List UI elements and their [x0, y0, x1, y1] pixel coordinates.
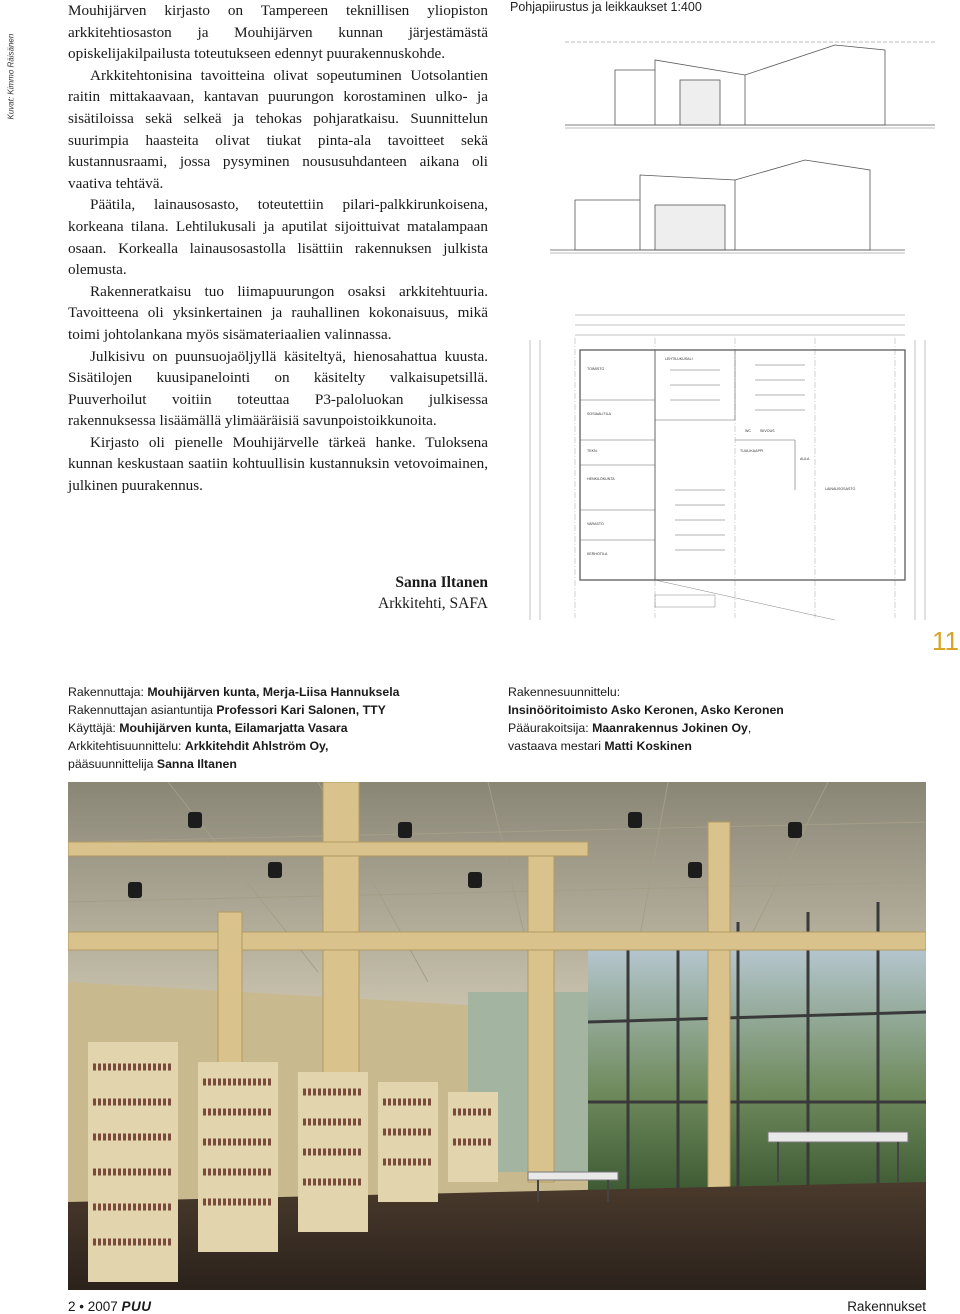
- room-label: HENKILÖKUNTA: [587, 477, 615, 481]
- credits-right: [508, 683, 928, 755]
- drawing-caption: Pohjapiirustus ja leikkaukset 1:400: [510, 0, 702, 14]
- room-label: TUULIKAAPPI: [740, 449, 764, 453]
- credits-left: [68, 683, 488, 773]
- paragraph: Julkisivu on puunsuojaöljyllä käsiteltyä, hienosahattua kuusta. Sisätilojen kuusipanelointi on käsitelty valkaisupetsillä. Puuverhoilut voitiin toteuttaa P3-paloluokan julkisessa rakennuksessa lisäämällä ylimääräisiä savunpoistoikkunoita.: [68, 347, 488, 430]
- paragraph: Kirjasto oli pienelle Mouhijärvelle tärkeä hanke. Tuloksena kunnan keskustaan saatiin kohtuullisin kustannuksin vetovoimainen, julkinen puurakennus.: [68, 433, 488, 495]
- room-label: WC: [745, 429, 751, 433]
- credit-line: Pääurakoitsija: Maanrakennus Jokinen Oy,: [508, 721, 752, 735]
- credit-line: Arkkitehtisuunnittelu: Arkkitehdit Ahlström Oy,: [68, 739, 329, 753]
- credit-line: Insinööritoimisto Asko Keronen, Asko Keronen: [508, 703, 784, 717]
- room-label: AULA: [800, 457, 810, 461]
- paragraph: Mouhijärven kirjasto on Tampereen teknillisen yliopiston arkkitehtiosaston ja Mouhijärven kunnan järjestämästä opiskelijakilpailusta toteutukseen edennyt puurakennuskohde.: [68, 2, 488, 63]
- room-label: LEHTILUKUSALI: [665, 357, 693, 361]
- room-label: LAINAUSOSASTO: [825, 487, 856, 491]
- credit-line: Rakennesuunnittelu:: [508, 685, 621, 699]
- author-title: Arkkitehti, SAFA: [378, 595, 488, 612]
- credit-line: pääsuunnittelija Sanna Iltanen: [68, 757, 237, 771]
- room-label: KERHOTILA: [587, 552, 608, 556]
- photo-credit: Kuvat: Kimmo Räisänen: [6, 33, 16, 120]
- credit-line: Rakennuttajan asiantuntija Professori Kari Salonen, TTY: [68, 703, 386, 717]
- footer-issue: 2 • 2007 PUU: [68, 1299, 152, 1314]
- credit-line: vastaava mestari Matti Koskinen: [508, 739, 692, 753]
- room-label: TOIMISTO: [587, 367, 605, 371]
- architectural-drawing: [505, 20, 937, 638]
- room-label: VARASTO: [587, 522, 604, 526]
- page-number: 11: [932, 626, 959, 656]
- footer-section: Rakennukset: [847, 1299, 926, 1314]
- credit-line: Rakennuttaja: Mouhijärven kunta, Merja-Liisa Hannuksela: [68, 685, 400, 699]
- room-label: TEKN.: [587, 449, 598, 453]
- article-body: [68, 0, 488, 497]
- room-label: SOSIAALITILA: [587, 412, 611, 416]
- room-label: SIIVOUS: [760, 429, 775, 433]
- credit-line: Käyttäjä: Mouhijärven kunta, Eilamarjatta Vasara: [68, 721, 348, 735]
- library-interior-photo: [68, 782, 926, 1290]
- paragraph: Arkkitehtonisina tavoitteina olivat sopeutuminen Uotsolantien raitin mittakaavaan, kantavan puurungon korostaminen ulko- ja sisätiloissa sekä selkeä ja tehokas pohjaratkaisu. Suunnittelun suurimpia haasteita olivat tiukat pinta-ala tavoitteet sekä kustannusraami, jossa pysyminen noususuhdanteen aikana oli vaativa tehtävä.: [68, 66, 488, 192]
- paragraph: Päätila, lainausosasto, toteutettiin pilari-palkkirunkoisena, korkeana tilana. Lehtilukusali ja aputilat sijoittuivat matalampaan osaan. Korkealla lainausosastolla lisättiin rakennuksen julkista olemusta.: [68, 196, 488, 279]
- magazine-logo: PUU: [121, 1299, 152, 1314]
- paragraph: Rakenneratkaisu tuo liimapuurungon osaksi arkkitehtuuria. Tavoitteena oli yksinkertainen ja rauhallinen kokonaisuus, mikä toimi johtolankana myös sisämateriaalien valinnassa.: [68, 282, 488, 343]
- author-name: Sanna Iltanen: [395, 574, 488, 591]
